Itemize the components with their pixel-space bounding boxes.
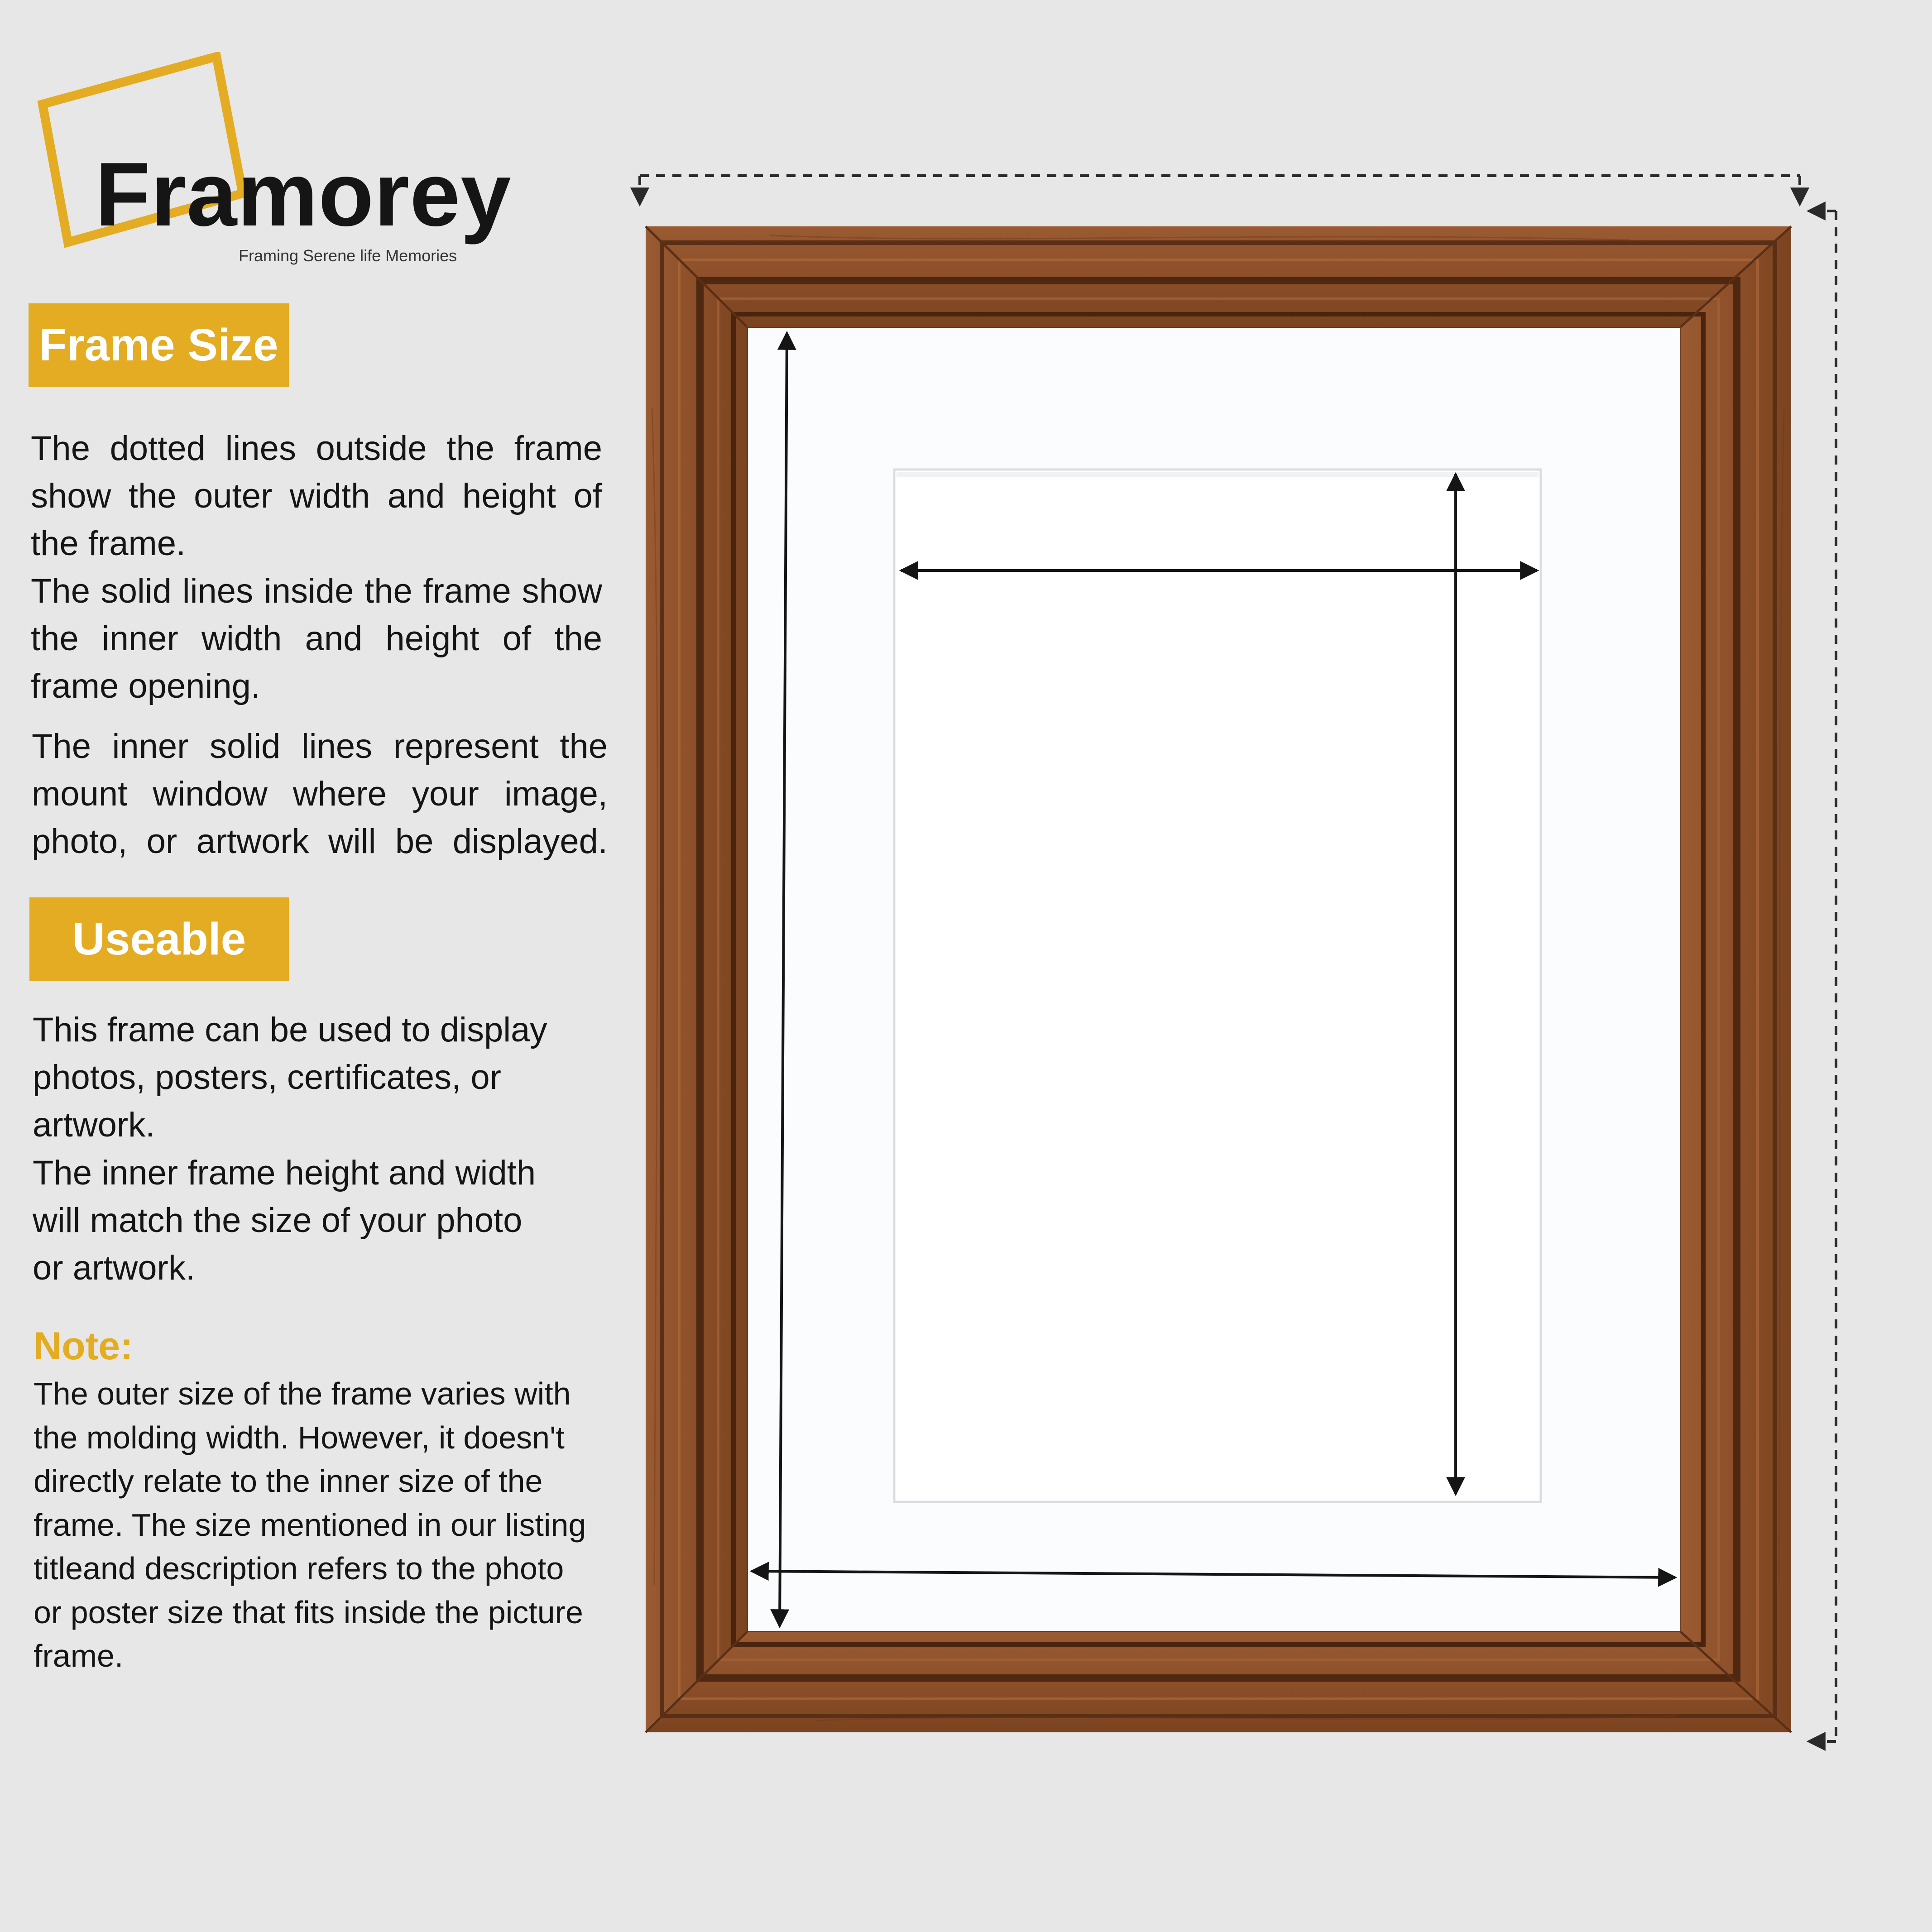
note-heading: Note: [34, 1324, 133, 1368]
text-line: will match the size of your photo [33, 1201, 523, 1240]
outer-dimensions-paragraph [31, 425, 602, 567]
text-line: The inner frame height and width [33, 1154, 536, 1192]
text-line: The inner solid lines represent the [32, 727, 608, 766]
text-line: or artwork. [33, 1249, 195, 1287]
mount-window [894, 470, 1541, 1502]
usage-paragraph [33, 1006, 576, 1149]
inner-height-line [780, 333, 787, 1626]
brand-tagline: Framing Serene life Memories [239, 246, 457, 265]
text-line: the frame. [31, 524, 186, 563]
text-line: or poster size that fits inside the picture [34, 1594, 583, 1630]
text-line: frame opening. [31, 667, 260, 705]
text-line: show the outer width and height of [31, 477, 602, 515]
inner-width-line [752, 1571, 1675, 1577]
text-line: mount window where your image, [32, 775, 608, 813]
mount-window-paragraph [32, 723, 608, 865]
outer-height-dimension [1808, 211, 1836, 1741]
mount-board [748, 328, 1680, 1631]
text-line: The outer size of the frame varies with [34, 1376, 571, 1411]
text-line: photo, or artwork will be displayed. [32, 822, 608, 861]
brand-name: Framorey [95, 144, 512, 245]
inner-size-paragraph [33, 1149, 576, 1292]
text-line: The solid lines inside the frame show [31, 572, 602, 610]
wooden-frame [646, 226, 1791, 1732]
text-line: frame. [34, 1638, 124, 1673]
useable-badge: Useable [29, 897, 289, 981]
text-line: the inner width and height of the [31, 619, 602, 658]
text-line: artwork. [33, 1106, 155, 1144]
outer-width-dimension [640, 176, 1800, 205]
frame-size-badge: Frame Size [29, 303, 289, 387]
text-line: directly relate to the inner size of the [34, 1463, 543, 1499]
text-line: This frame can be used to display [33, 1011, 547, 1049]
note-paragraph [34, 1372, 599, 1678]
text-line: The dotted lines outside the frame [31, 429, 602, 468]
text-line: the molding width. However, it doesn't [34, 1419, 565, 1455]
text-line: titleand description refers to the photo [34, 1551, 564, 1586]
brand-logo [36, 52, 552, 265]
text-line: photos, posters, certificates, or [33, 1058, 501, 1097]
text-line: frame. The size mentioned in our listing [34, 1507, 586, 1543]
inner-dimensions-paragraph [31, 567, 602, 710]
